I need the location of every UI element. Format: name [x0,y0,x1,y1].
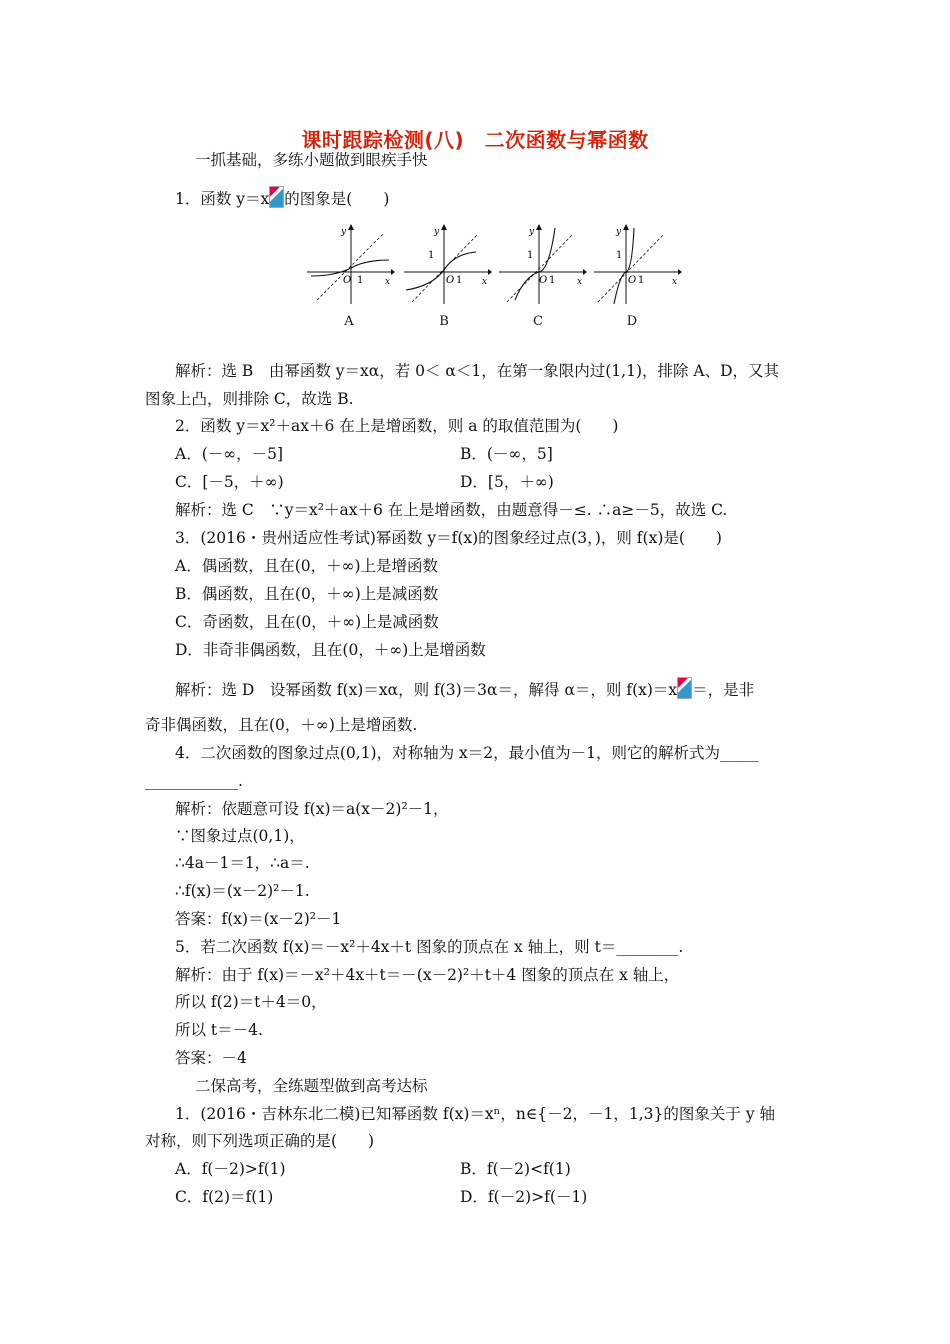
graph-d [592,224,682,304]
axis-y-label: y [616,227,622,237]
formula-image-icon [269,186,284,208]
tick-label-y: 1 [616,250,623,261]
axis-y-label: y [434,227,440,237]
axis-y-label: y [341,227,347,237]
axis-x-label: x [672,277,678,287]
question-1-stem: 1．函数 y＝x 的图象是( ) [175,186,389,209]
answer-5-step-1: 解析：由于 f(x)＝－x²＋4x＋t＝－(x－2)²＋t＋4 图象的顶点在 x 轴上， [175,966,680,984]
question-2-option-a: A．(－∞，－5] [175,445,284,463]
section-heading-basic: 一抓基础，多练小题做到眼疾手快 [195,151,428,169]
page-title: 课时跟踪检测(八) 二次函数与幂函数 [301,128,649,152]
answer-4-step-1: 解析：依题意可设 f(x)＝a(x－2)²－1， [175,800,449,818]
exam-question-1-option-a: A．f(－2)>f(1) [175,1160,286,1178]
tick-label: 1 [638,275,645,286]
exam-question-1-option-c: C．f(2)＝f(1) [175,1188,274,1206]
exam-question-1-option-b: B．f(－2)<f(1) [460,1160,571,1178]
origin-label: O [343,275,352,286]
origin-label: O [446,275,455,286]
answer-5-step-3: 所以 t＝－4. [175,1021,263,1039]
tick-label: 1 [456,275,463,286]
answer-4-final: 答案：f(x)＝(x－2)²－1 [175,910,342,928]
question-2-option-c: C．[－5，＋∞) [175,473,284,491]
tick-label-y: 1 [527,250,534,261]
answer-5-final: 答案：－4 [175,1049,247,1067]
answer-1-line-2: 图象上凸，则排除 C，故选 B. [145,390,354,408]
answer-3-line-2: 奇非偶函数，且在(0，＋∞)上是增函数. [145,716,418,734]
question-3-option-d: D．非奇非偶函数，且在(0，＋∞)上是增函数 [175,641,486,659]
graph-b [402,224,492,304]
exam-question-1-option-d: D．f(－2)>f(－1) [460,1188,588,1206]
question-4-stem: 4．二次函数的图象过点(0,1)，对称轴为 x＝2，最小值为－1，则它的解析式为_____ [175,744,759,762]
origin-label: O [539,275,548,286]
question-3-option-b: B．偶函数，且在(0，＋∞)上是减函数 [175,585,439,603]
answer-4-step-4: ∴f(x)＝(x－2)²－1. [175,882,310,900]
question-2-option-d: D．[5，＋∞) [460,473,554,491]
answer-2: 解析：选 C ∵y＝x²＋ax＋6 在上是增函数，由题意得－≤. ∴a≥－5，故选 C. [175,501,728,519]
answer-5-step-2: 所以 f(2)＝t＋4＝0， [175,993,327,1011]
axis-x-label: x [482,277,488,287]
question-3-option-a: A．偶函数，且在(0，＋∞)上是增函数 [175,557,439,575]
axis-y-label: y [529,227,535,237]
graph-label-c: C [533,314,543,329]
graph-label-a: A [344,314,354,329]
axis-x-label: x [577,277,583,287]
origin-label: O [628,275,637,286]
question-2-option-b: B．(－∞，5] [460,445,553,463]
answer-4-step-2: ∵图象过点(0,1)， [175,827,305,845]
question-2-stem: 2．函数 y＝x²＋ax＋6 在上是增函数，则 a 的取值范围为( ) [175,417,619,435]
graph-c [497,224,587,304]
question-3-stem: 3．(2016・贵州适应性考试)幂函数 y＝f(x)的图象经过点(3，)，则 f(x)是( ) [175,529,722,547]
tick-label: 1 [357,275,364,286]
answer-3-line-1: 解析：选 D 设幂函数 f(x)＝xα，则 f(3)＝3α＝，解得 α＝，则 f(x)＝x ＝，是非 [175,677,754,700]
answer-1-line-1: 解析：选 B 由幂函数 y＝xα，若 0＜ α＜1，在第一象限内过(1,1)，排除 A、D，又其 [175,362,780,380]
graph-label-d: D [626,314,638,329]
question-5-stem: 5．若二次函数 f(x)＝－x²＋4x＋t 图象的顶点在 x 轴上，则 t＝________. [175,938,684,956]
tick-label: 1 [549,275,556,286]
question-3-option-c: C．奇函数，且在(0，＋∞)上是减函数 [175,613,439,631]
tick-label-y: 1 [428,250,435,261]
exam-question-1-stem-1: 1．(2016・吉林东北二模)已知幂函数 f(x)＝xⁿ，n∈{－2，－1，1,3}的图象关于 y 轴 [175,1105,776,1123]
answer-4-step-3: ∴4a－1＝1，∴a＝. [175,854,310,872]
graph-a [305,224,395,304]
exam-question-1-stem-2: 对称，则下列选项正确的是( ) [145,1132,375,1150]
axis-x-label: x [385,277,391,287]
section-heading-exam: 二保高考，全练题型做到高考达标 [195,1077,428,1095]
question-4-blank: ____________. [145,772,243,790]
graph-label-b: B [439,314,449,329]
formula-image-icon [677,677,692,699]
